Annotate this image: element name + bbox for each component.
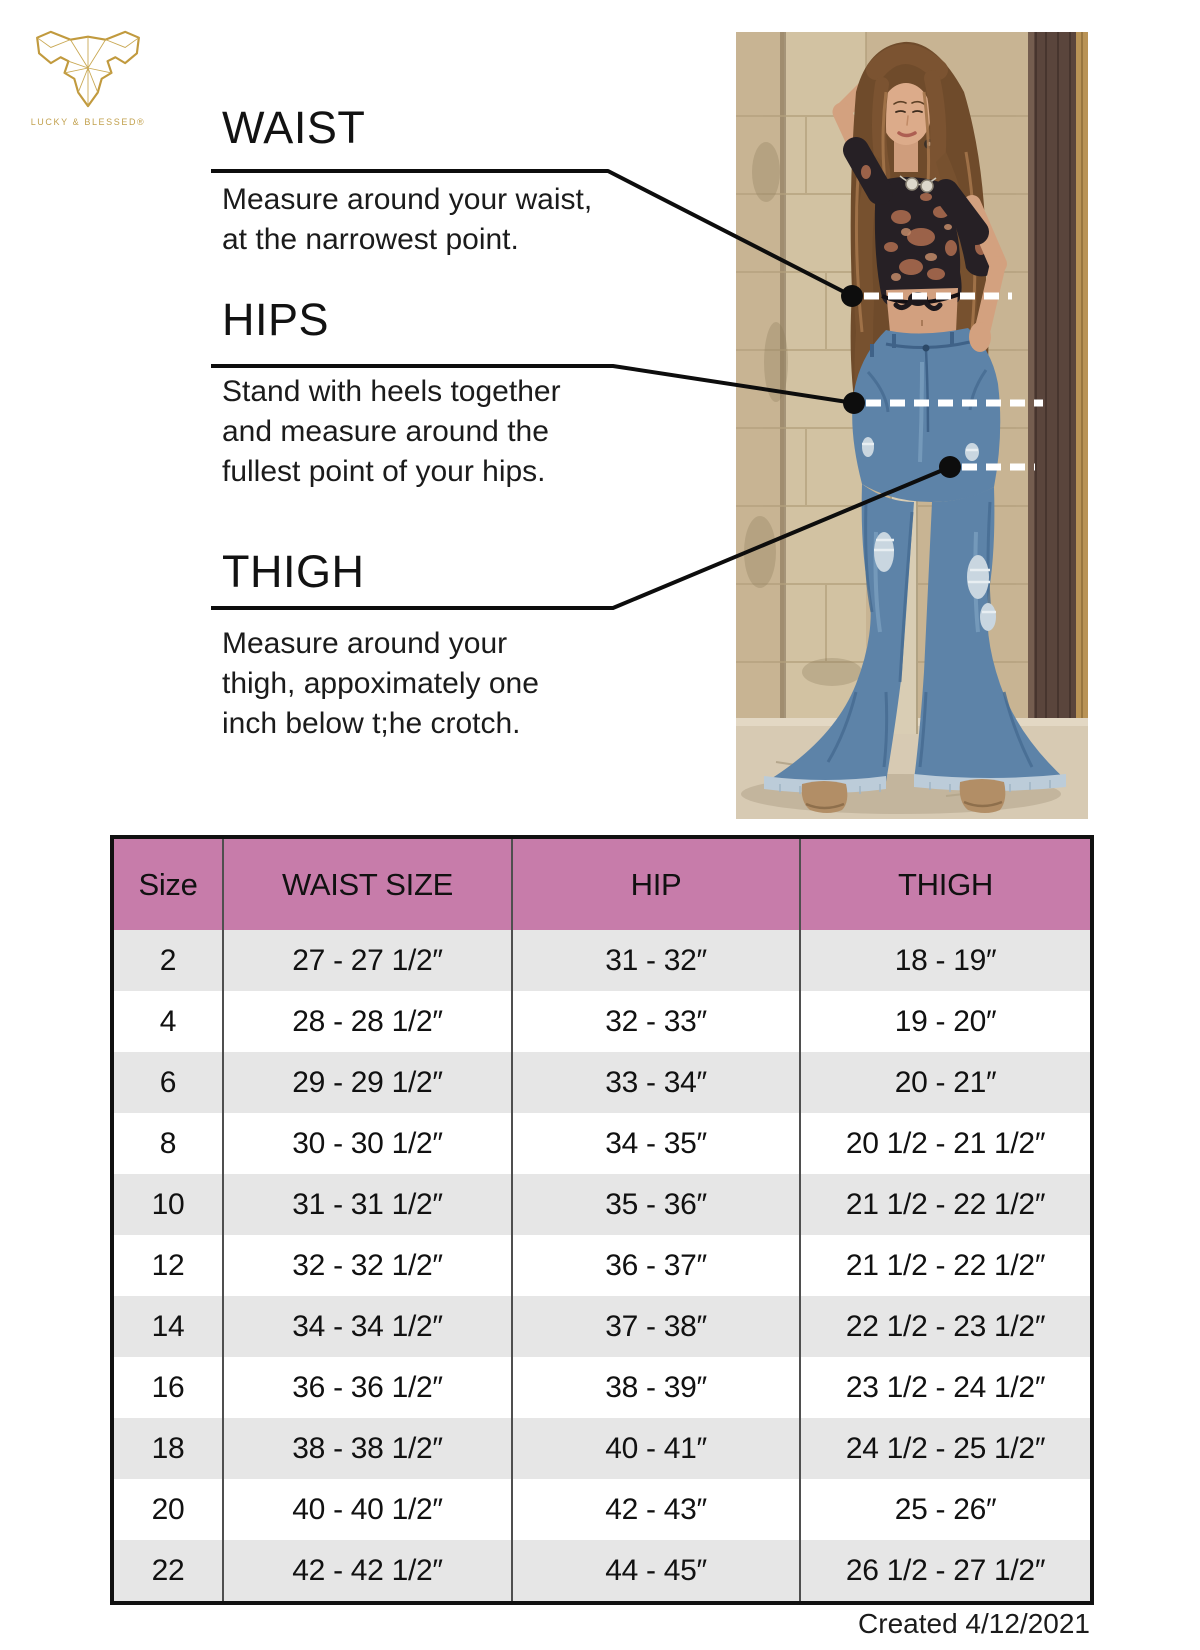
hips-section-title: HIPS [222,294,330,345]
cell-thigh: 24 1/2 - 25 1/2″ [800,1418,1092,1479]
cell-thigh: 26 1/2 - 27 1/2″ [800,1540,1092,1603]
waist-section-title: WAIST [222,102,366,153]
cell-waist: 40 - 40 1/2″ [223,1479,512,1540]
cell-size: 6 [112,1052,223,1113]
table-row [112,1479,1092,1540]
cell-size: 20 [112,1479,223,1540]
table-row [112,1540,1092,1603]
cell-hip: 37 - 38″ [512,1296,800,1357]
cell-hip: 44 - 45″ [512,1540,800,1603]
cell-size: 14 [112,1296,223,1357]
model-photo-illustration [736,32,1088,819]
cell-thigh: 18 - 19″ [800,930,1092,991]
cell-size: 8 [112,1113,223,1174]
cell-size: 16 [112,1357,223,1418]
cell-waist: 42 - 42 1/2″ [223,1540,512,1603]
hips-desc-line: fullest point of your hips. [222,455,546,488]
cell-size: 2 [112,930,223,991]
thigh-section-description [222,624,539,744]
table-header-row [112,837,1092,930]
cell-hip: 32 - 33″ [512,991,800,1052]
thigh-desc-line: Measure around your [222,627,508,660]
cell-waist: 27 - 27 1/2″ [223,930,512,991]
table-row [112,1296,1092,1357]
cell-waist: 30 - 30 1/2″ [223,1113,512,1174]
cell-hip: 35 - 36″ [512,1174,800,1235]
hips-desc-line: and measure around the [222,415,549,448]
cell-hip: 38 - 39″ [512,1357,800,1418]
cell-thigh: 21 1/2 - 22 1/2″ [800,1235,1092,1296]
cell-waist: 31 - 31 1/2″ [223,1174,512,1235]
cell-thigh: 21 1/2 - 22 1/2″ [800,1174,1092,1235]
cell-thigh: 25 - 26″ [800,1479,1092,1540]
bull-skull-icon [29,24,147,112]
cell-hip: 42 - 43″ [512,1479,800,1540]
header-waist-size: WAIST SIZE [223,837,512,930]
model-photo [736,32,1088,819]
thigh-section-title: THIGH [222,546,365,597]
thigh-desc-line: inch below t;he crotch. [222,707,521,740]
waist-desc-line: Measure around your waist, [222,183,593,216]
cell-waist: 32 - 32 1/2″ [223,1235,512,1296]
size-chart-table [110,835,1094,1605]
table-row [112,930,1092,991]
header-hip: HIP [512,837,800,930]
header-thigh: THIGH [800,837,1092,930]
created-date: Created 4/12/2021 [858,1608,1090,1639]
waist-section-description [222,180,592,260]
cell-waist: 28 - 28 1/2″ [223,991,512,1052]
hips-section-description [222,372,561,492]
cell-size: 22 [112,1540,223,1603]
cell-thigh: 19 - 20″ [800,991,1092,1052]
brand-logo [22,24,154,127]
hips-desc-line: Stand with heels together [222,375,561,408]
cell-size: 10 [112,1174,223,1235]
table-row [112,1174,1092,1235]
table-row [112,1235,1092,1296]
cell-thigh: 20 1/2 - 21 1/2″ [800,1113,1092,1174]
cell-size: 4 [112,991,223,1052]
brand-name: LUCKY & BLESSED® [30,117,146,127]
cell-hip: 33 - 34″ [512,1052,800,1113]
cell-hip: 36 - 37″ [512,1235,800,1296]
cell-size: 18 [112,1418,223,1479]
table-row [112,1052,1092,1113]
cell-waist: 29 - 29 1/2″ [223,1052,512,1113]
table-row [112,991,1092,1052]
cell-thigh: 23 1/2 - 24 1/2″ [800,1357,1092,1418]
table-row [112,1113,1092,1174]
thigh-desc-line: thigh, appoximately one [222,667,539,700]
cell-hip: 31 - 32″ [512,930,800,991]
cell-waist: 38 - 38 1/2″ [223,1418,512,1479]
cell-thigh: 22 1/2 - 23 1/2″ [800,1296,1092,1357]
cell-size: 12 [112,1235,223,1296]
cell-hip: 40 - 41″ [512,1418,800,1479]
cell-waist: 34 - 34 1/2″ [223,1296,512,1357]
header-size: Size [112,837,223,930]
waist-desc-line: at the narrowest point. [222,223,519,256]
cell-waist: 36 - 36 1/2″ [223,1357,512,1418]
table-row [112,1357,1092,1418]
cell-thigh: 20 - 21″ [800,1052,1092,1113]
table-row [112,1418,1092,1479]
cell-hip: 34 - 35″ [512,1113,800,1174]
